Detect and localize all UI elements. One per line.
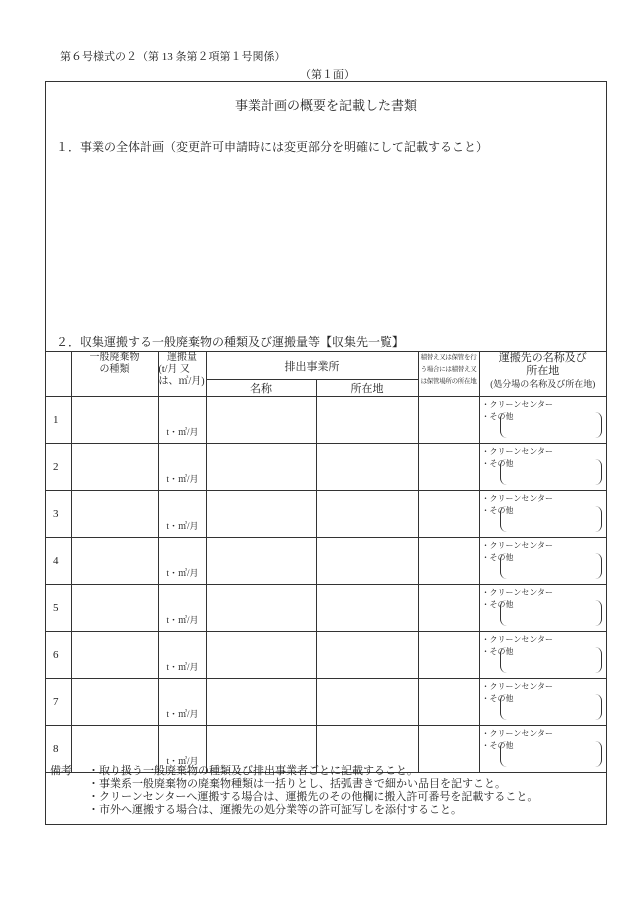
table-header-row: [46, 352, 606, 380]
waste-type-cell: [71, 397, 158, 444]
table-row: [46, 632, 606, 679]
transfer-location-cell: [418, 585, 479, 632]
amount-cell: [158, 397, 206, 444]
destination-cell-inner: [480, 679, 607, 725]
amount-cell-inner: [159, 585, 206, 631]
other-bracket: [500, 553, 602, 579]
table-row: [46, 397, 606, 444]
header-transfer-line3: は保管場所の所在地: [420, 378, 477, 385]
source-name-cell: [206, 585, 316, 632]
destination-clean-center-option: ・クリーンセンター: [481, 635, 554, 644]
header-waste-type: [71, 352, 158, 397]
destination-cell: [479, 397, 606, 444]
destination-cell: [479, 538, 606, 585]
transfer-location-cell: [418, 632, 479, 679]
destination-cell: [479, 444, 606, 491]
table-body: [46, 397, 606, 773]
destination-other-option: ・その他: [481, 647, 514, 656]
transfer-location-cell: [418, 444, 479, 491]
destination-other-option: ・その他: [481, 741, 514, 750]
amount-unit: t・㎥/月: [166, 615, 199, 625]
amount-unit: t・㎥/月: [166, 474, 199, 484]
source-name-cell: [206, 538, 316, 585]
destination-clean-center-option: ・クリーンセンター: [481, 447, 554, 456]
waste-type-cell: [71, 632, 158, 679]
row-number: 4: [46, 538, 71, 585]
source-address-cell: [316, 491, 418, 538]
transfer-location-cell: [418, 538, 479, 585]
amount-cell-inner: [159, 491, 206, 537]
destination-other-option: ・その他: [481, 459, 514, 468]
other-bracket: [500, 412, 602, 438]
destination-cell: [479, 679, 606, 726]
source-name-cell: [206, 632, 316, 679]
other-bracket: [500, 459, 602, 485]
header-destination: [479, 352, 606, 397]
row-number: 8: [46, 726, 71, 773]
header-destination-line2: 所在地: [526, 365, 560, 377]
destination-cell-inner: [480, 632, 607, 678]
page-label: （第１面）: [300, 69, 355, 81]
note-item: ・事業系一般廃棄物の廃棄物種類は一括りとし、括弧書きで細かい品目を記すこと。: [88, 778, 506, 790]
source-name-cell: [206, 397, 316, 444]
collection-table: [46, 351, 606, 773]
header-amount-line1: 運搬量: [167, 352, 197, 363]
waste-type-cell: [71, 538, 158, 585]
source-address-cell: [316, 632, 418, 679]
source-address-cell: [316, 679, 418, 726]
amount-unit: t・㎥/月: [166, 568, 199, 578]
transfer-location-cell: [418, 491, 479, 538]
row-number: 7: [46, 679, 71, 726]
note-item: ・市外へ運搬する場合は、運搬先の処分業等の許可証写しを添付すること。: [88, 804, 462, 816]
destination-clean-center-option: ・クリーンセンター: [481, 682, 554, 691]
section2-heading: ２．収集運搬する一般廃棄物の種類及び運搬量等【収集先一覧】: [56, 335, 405, 349]
destination-other-option: ・その他: [481, 553, 514, 562]
header-source-address: 所在地: [316, 380, 418, 397]
amount-cell-inner: [159, 538, 206, 584]
destination-cell-inner: [480, 585, 607, 631]
header-amount-line2: (t/月 又: [158, 364, 190, 375]
destination-clean-center-option: ・クリーンセンター: [481, 494, 554, 503]
amount-cell-inner: [159, 397, 206, 443]
header-waste-type-line1: 一般廃棄物: [89, 352, 140, 363]
amount-cell: [158, 444, 206, 491]
amount-cell-inner: [159, 444, 206, 490]
amount-cell: [158, 632, 206, 679]
document-title: 事業計画の概要を記載した書類: [234, 98, 417, 113]
header-amount-line3: は、㎥/月): [158, 376, 205, 387]
transfer-location-cell: [418, 397, 479, 444]
notes-list: [88, 765, 538, 817]
other-bracket: [500, 647, 602, 673]
source-name-cell: [206, 679, 316, 726]
section1-heading: １．事業の全体計画（変更許可申請時には変更部分を明確にして記載すること）: [56, 140, 489, 154]
form-box: [45, 81, 607, 825]
destination-cell-inner: [480, 444, 607, 490]
table-row: [46, 585, 606, 632]
source-name-cell: [206, 444, 316, 491]
amount-cell: [158, 679, 206, 726]
destination-clean-center-option: ・クリーンセンター: [481, 400, 554, 409]
amount-unit: t・㎥/月: [166, 662, 199, 672]
amount-cell: [158, 585, 206, 632]
other-bracket: [500, 694, 602, 720]
waste-type-cell: [71, 444, 158, 491]
header-transfer: [418, 352, 479, 397]
destination-cell: [479, 632, 606, 679]
destination-other-option: ・その他: [481, 412, 514, 421]
amount-cell: [158, 538, 206, 585]
header-waste-type-line2: の種類: [99, 364, 130, 375]
table-row: [46, 491, 606, 538]
header-source: 排出事業所: [206, 352, 418, 380]
row-number: 6: [46, 632, 71, 679]
destination-other-option: ・その他: [481, 506, 514, 515]
amount-unit: t・㎥/月: [166, 756, 199, 766]
destination-clean-center-option: ・クリーンセンター: [481, 729, 554, 738]
other-bracket: [500, 506, 602, 532]
destination-cell: [479, 585, 606, 632]
other-bracket: [500, 600, 602, 626]
destination-clean-center-option: ・クリーンセンター: [481, 588, 554, 597]
amount-cell-inner: [159, 679, 206, 725]
transfer-location-cell: [418, 679, 479, 726]
note-item: ・取り扱う一般廃棄物の種類及び排出事業者ごとに記載すること。: [88, 765, 418, 777]
source-name-cell: [206, 491, 316, 538]
row-number: 5: [46, 585, 71, 632]
header-source-name: 名称: [206, 380, 316, 397]
row-number: 1: [46, 397, 71, 444]
header-transfer-line2: う場合には積替え又: [420, 366, 477, 373]
notes-label: 備考: [50, 765, 72, 777]
row-number: 3: [46, 491, 71, 538]
amount-unit: t・㎥/月: [166, 521, 199, 531]
header-number: [46, 352, 71, 397]
header-amount: [158, 352, 206, 397]
amount-unit: t・㎥/月: [166, 709, 199, 719]
amount-cell: [158, 491, 206, 538]
table-row: [46, 444, 606, 491]
amount-cell-inner: [159, 632, 206, 678]
source-address-cell: [316, 585, 418, 632]
table-row: [46, 679, 606, 726]
waste-type-cell: [71, 585, 158, 632]
destination-other-option: ・その他: [481, 694, 514, 703]
destination-cell-inner: [480, 491, 607, 537]
note-item: ・クリーンセンターへ運搬する場合は、運搬先のその他欄に搬入許可番号を記載すること。: [88, 791, 539, 803]
source-address-cell: [316, 538, 418, 585]
waste-type-cell: [71, 491, 158, 538]
waste-type-cell: [71, 679, 158, 726]
table-row: [46, 538, 606, 585]
amount-unit: t・㎥/月: [166, 427, 199, 437]
header-transfer-line1: 積替え又は保管を行: [420, 354, 477, 361]
destination-cell-inner: [480, 397, 607, 443]
destination-clean-center-option: ・クリーンセンター: [481, 541, 554, 550]
destination-cell: [479, 491, 606, 538]
destination-other-option: ・その他: [481, 600, 514, 609]
header-destination-line3: (処分場の名称及び所在地): [490, 379, 596, 389]
other-bracket: [500, 741, 602, 767]
form-number: 第６号様式の２（第 13 条第２項第１号関係）: [60, 51, 286, 63]
row-number: 2: [46, 444, 71, 491]
header-destination-line1: 運搬先の名称及び: [498, 352, 587, 364]
source-address-cell: [316, 397, 418, 444]
destination-cell-inner: [480, 538, 607, 584]
source-address-cell: [316, 444, 418, 491]
